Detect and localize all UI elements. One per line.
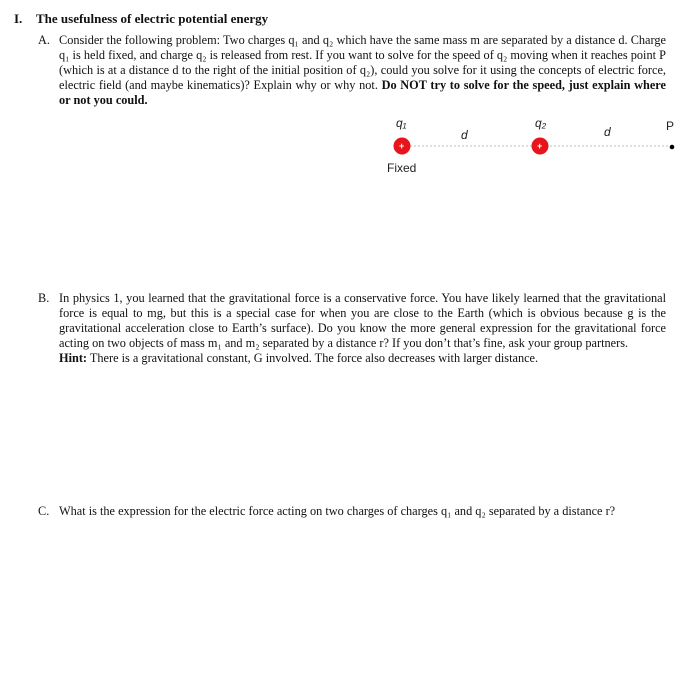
- q1-label: q₁: [396, 116, 407, 130]
- hint-text: There is a gravitational constant, G involved. The force also decreases with larger distance.: [87, 351, 539, 365]
- question-part-c: [38, 504, 666, 519]
- hint-label: Hint:: [59, 351, 88, 365]
- part-c-paragraph: What is the expression for the electric force acting on two charges of charges q₁ and q₂ separated by a distance r?: [59, 504, 616, 518]
- part-a-paragraph: [59, 33, 666, 108]
- part-b-hint: [59, 351, 666, 366]
- distance-label-1: d: [461, 128, 468, 142]
- fixed-label: Fixed: [387, 161, 417, 175]
- charge-q1-sign: +: [399, 141, 405, 151]
- charge-q2-sign: +: [537, 141, 543, 151]
- question-part-a: [38, 33, 666, 108]
- part-c-letter: C.: [38, 504, 50, 518]
- part-a-text: Consider the following problem: Two charges q₁ and q₂ which have the same mass m are separated by a distance d. Charge q₁ is held fixed, and charge q₂ is released from rest. If you want to solve for the speed of q₂ moving when it reaches point P (which is at a distance d to the right of the initial position of q₂), could you solve for it using the concepts of electric force, electric field (and maybe kinematics)? Explain why or why not.: [59, 33, 666, 92]
- section-title: The usefulness of electric potential energy: [36, 11, 269, 26]
- question-part-b: [38, 291, 666, 366]
- distance-label-2: d: [604, 125, 611, 139]
- point-p-label: P: [666, 119, 675, 133]
- q2-label: q₂: [535, 116, 547, 130]
- part-b-letter: B.: [38, 291, 50, 305]
- section-heading: [14, 11, 268, 27]
- point-p-dot: [670, 145, 675, 150]
- section-number: I.: [14, 11, 23, 26]
- part-b-paragraph: In physics 1, you learned that the gravitational force is a conservative force. You have likely learned that the gravitational force is equal to mg, but this is a special case for when you are close to the Earth (which is obvious because g is the gravitational acceleration close to Earth’s surface). Do you know the more general expression for the gravitational force acting on two objects of mass m₁ and m₂ separated by a distance r? If you don’t that’s fine, ask your group partners.: [59, 291, 666, 350]
- part-a-letter: A.: [38, 33, 50, 47]
- part-a-bold-instruction: Do NOT try to solve for the speed, just explain where or not you could.: [59, 78, 666, 107]
